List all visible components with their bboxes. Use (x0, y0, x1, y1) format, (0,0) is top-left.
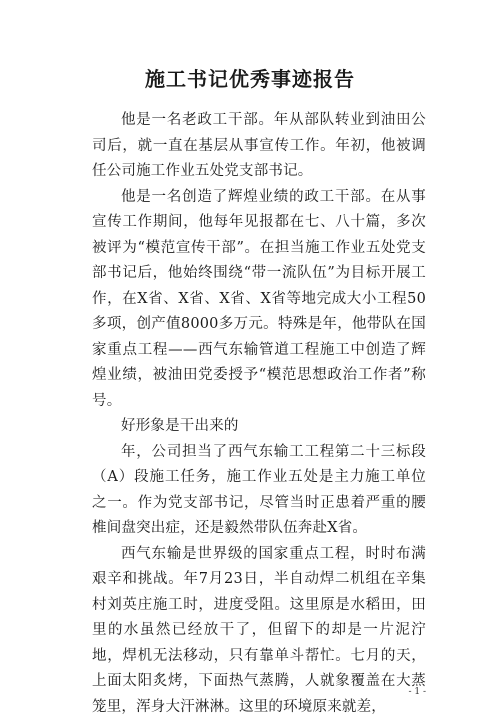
section-heading: 好形象是干出来的 (92, 414, 426, 440)
paragraph: 他是一名创造了辉煌业绩的政工干部。在从事宣传工作期间，他每年见报都在七、八十篇，多次被评为“模范宣传干部”。在担当施工作业五处党支部书记后，他始终围绕“带一流队伍”为目标开展工作，在X省、X省、X省、X省等地完成大小工程50多项，创产值8000多万元。特殊是年，他带队在国家重点工程——西气东输管道工程施工中创造了辉煌业绩，被油田党委授予“模范思想政治工作者”称号。 (92, 185, 426, 415)
paragraph: 西气东输是世界级的国家重点工程，时时布满艰辛和挑战。年7月23日，半自动焊二机组在辛集村刘英庄施工时，进度受阻。这里原是水稻田，田里的水虽然已经放干了，但留下的却是一片泥泞地，焊机无法移动，只有靠单斗帮忙。七月的天，上面太阳炙烤，下面热气蒸腾，人就象覆盖在大蒸笼里，浑身大汗淋淋。这里的环境原来就差， (92, 542, 426, 720)
document-body (92, 108, 426, 720)
paragraph: 他是一名老政工干部。年从部队转业到油田公司后，就一直在基层从事宣传工作。年初，他被调任公司施工作业五处党支部书记。 (92, 108, 426, 185)
paragraph: 年，公司担当了西气东输工工程第二十三标段（A）段施工任务，施工作业五处是主力施工单位之一。作为党支部书记，尽管当时正患着严重的腰椎间盘突出症，还是毅然带队伍奔赴X省。 (92, 440, 426, 542)
page-number: - 1 - (408, 686, 426, 698)
document-title: 施工书记优秀事迹报告 (0, 66, 500, 92)
